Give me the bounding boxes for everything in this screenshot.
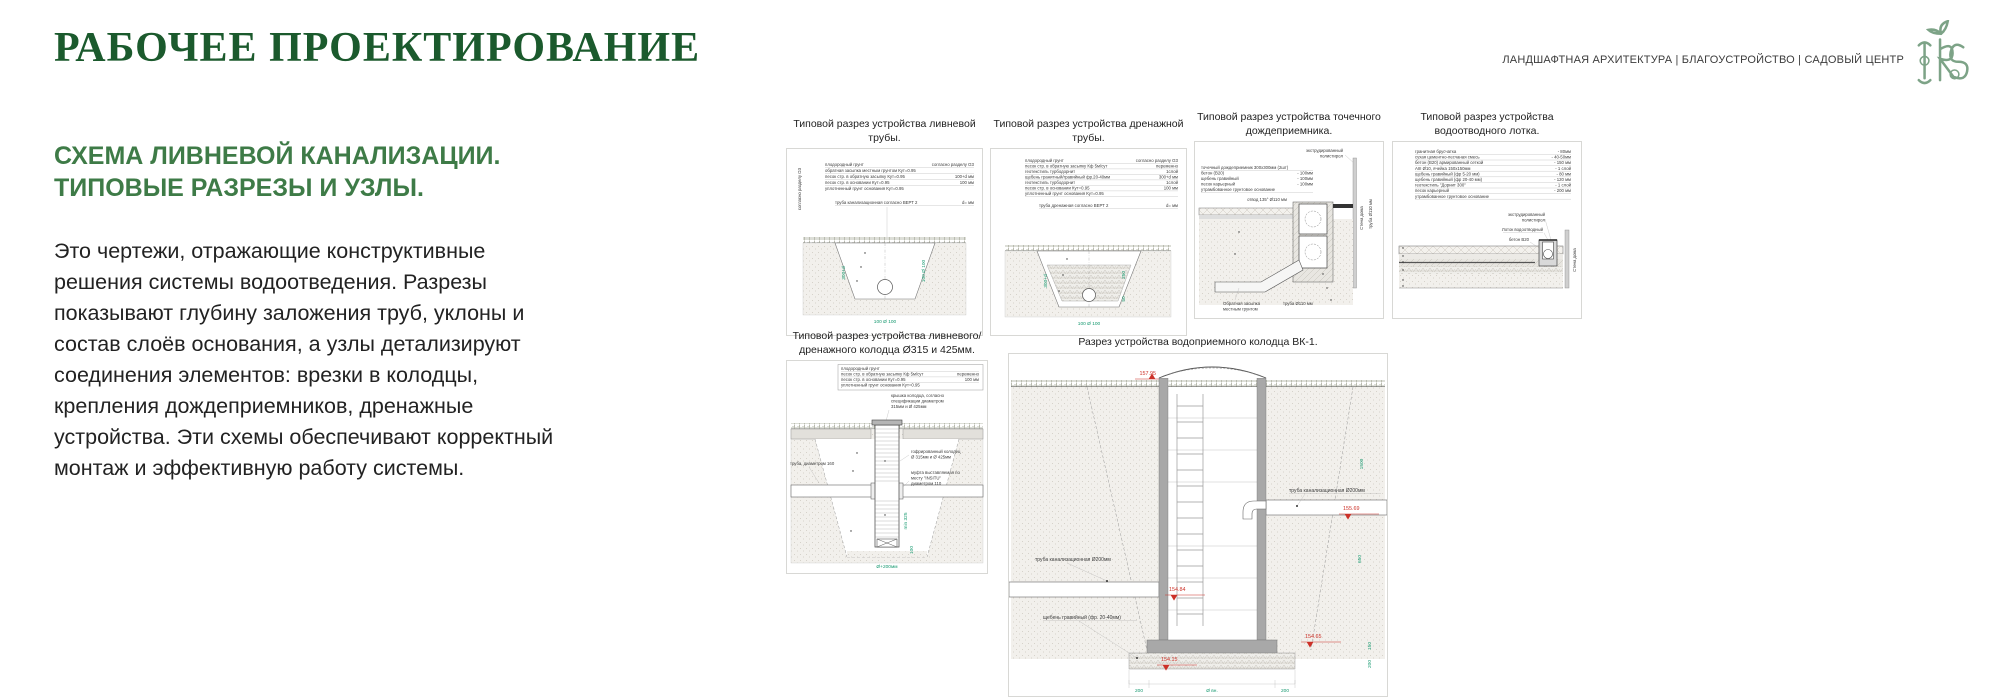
grass-strip	[803, 237, 966, 243]
dim-200: 200	[1368, 659, 1373, 668]
section-subtitle: СХЕМА ЛИВНЕВОЙ КАНАЛИЗАЦИИ. ТИПОВЫЕ РАЗРЕЗЫ И УЗЛЫ.	[54, 142, 501, 202]
well-section-drawing	[787, 361, 987, 573]
dim-min: min 325	[904, 512, 909, 530]
drawing-frame	[1008, 353, 1388, 697]
dim-bottom-mid: Ø вн.	[1206, 688, 1218, 694]
side-label: согласно разделу ОЗ	[797, 168, 802, 211]
tray-label: Лоток водоотводный	[1501, 227, 1543, 233]
spec-value: согласно разделу ОЗ	[931, 162, 974, 168]
spec-label: песок стр. в обратную засыпку Кф 5м/сут	[841, 371, 924, 377]
spec-value: 100 мм	[1163, 185, 1178, 191]
spec-table	[1415, 149, 1572, 199]
spec-label: песок карьерный	[1201, 181, 1236, 187]
surface-slab-right	[903, 429, 983, 439]
spec-table	[1025, 158, 1179, 208]
coupling-label: муфта выставляемая по	[911, 470, 960, 476]
spec-label: уплотненный грунт основания Кут=0.95	[1025, 191, 1104, 197]
spec-label: песок стр. в основании Кут=0.95	[825, 180, 890, 186]
drain-pipe-section-drawing	[991, 149, 1186, 335]
spec-label: щебень гравийный (фр 20-40 мм)	[1415, 177, 1482, 183]
panel-drain-pipe	[990, 118, 1187, 336]
bottom-dim-line	[1129, 670, 1295, 688]
sand-bed	[847, 551, 927, 557]
dim-base: 100	[910, 546, 915, 555]
spec-value: 100 мм	[964, 377, 979, 383]
cover-label: спецификации диаметром	[891, 398, 944, 404]
spec-label: песок стр. в обратную засыпку Кут=0.95	[825, 174, 905, 180]
spec-value: согласно разделу ОЗ	[1135, 158, 1178, 164]
shaft-wall-left	[1159, 378, 1168, 640]
spec-value: 100+d мм	[954, 174, 974, 180]
spec-label: труба дренажная согласно ВЕРТ 2	[1039, 203, 1109, 209]
corrugated-shaft	[875, 425, 899, 547]
dim-bottom-left: 200	[1134, 688, 1144, 694]
spec-label: уплотненный грунт основания Кут=0.95	[825, 186, 904, 192]
elbow-note: отвод 135° Ø110 мм	[1247, 197, 1287, 203]
dim-bottom: 100 Ø 100	[1077, 322, 1101, 328]
wall-label: Стена дома	[1572, 248, 1577, 273]
dim-right-top: 250	[1122, 271, 1127, 280]
panel-vk1	[1008, 336, 1388, 697]
spec-value: - 80 мм	[1556, 171, 1571, 177]
spec-label: щебень гравийный (фр 5-20 мм)	[1415, 171, 1480, 177]
dim-1500: 1500	[1360, 458, 1365, 469]
pipe-left	[791, 485, 875, 497]
spec-label: песок стр. в обратную засыпку Кф 5м/сут	[1025, 163, 1108, 169]
spec-label: сухая цементно-песчаная смесь	[1415, 154, 1480, 160]
spec-value: - 1 слой	[1555, 166, 1571, 172]
inlet-box-upper	[1299, 204, 1327, 234]
channel-section-drawing	[1393, 142, 1581, 318]
vk1-section-drawing	[1009, 354, 1387, 696]
spec-value: 100 мм	[959, 180, 974, 186]
shaft-label: гофрированный колодец	[911, 449, 961, 455]
gravel-label: щебень гравийный (фр. 20-40мм)	[1043, 614, 1121, 621]
dim-right-bottom: 50	[1122, 296, 1127, 302]
backfill-label: местным грунтом	[1223, 306, 1258, 312]
bedding-layer	[1399, 254, 1563, 259]
pipe-label: труба, диаметром 160	[790, 461, 835, 467]
drawing-frame	[990, 148, 1187, 336]
polystyrene-label: полистирол	[1319, 153, 1343, 159]
spec-label: утрамбованное грунтовое основание	[1415, 194, 1490, 200]
spec-label: обратная засыпка местным грунтом Кут=0.95	[825, 168, 916, 174]
spec-table	[838, 365, 983, 391]
spec-value: - 100мм	[1297, 176, 1313, 182]
drawing-title: Типовой разрез устройства дренажной трубы.	[993, 118, 1184, 144]
paving-layer	[1199, 208, 1295, 215]
spec-label: труба канализационная согласно ВЕРТ 2	[835, 200, 918, 206]
inlet-box-lower	[1299, 236, 1327, 268]
spec-value: - 150 мм	[1554, 160, 1571, 166]
dim-depth: 300+d	[842, 266, 847, 281]
pipe-left	[1009, 582, 1159, 597]
spec-label: бетон (В20)	[1201, 170, 1225, 176]
spec-value: 1слой	[1166, 180, 1178, 186]
drawing-title: Типовой разрез устройства ливневой трубы.	[793, 118, 976, 144]
spec-label: гранитная брусчатка	[1415, 149, 1457, 155]
spec-value: - 40-50мм	[1551, 154, 1571, 160]
spec-value: - 100мм	[1297, 181, 1313, 187]
drawing-frame	[786, 148, 983, 336]
drawing-title: Разрез устройства водоприемного колодца ВК-1.	[1078, 336, 1318, 348]
spec-label: песок стр. в основании Кут=0.95	[1025, 185, 1090, 191]
grass-strip	[1005, 245, 1171, 251]
wall-label: Стена дома	[1359, 206, 1364, 231]
elevation-top: 157.95	[1139, 370, 1156, 377]
house-wall	[1565, 230, 1569, 288]
spec-label: песок карьерный	[1415, 188, 1450, 194]
house-wall	[1353, 158, 1357, 288]
spec-label: уплотненный грунт основания Кут=0.95	[841, 382, 920, 388]
spec-label: геотекстиль турбодорнит	[1025, 180, 1076, 186]
pipe-circle	[878, 280, 893, 295]
brand-monogram-logo	[1912, 20, 1970, 90]
dim-bottom-right: 200	[1280, 688, 1290, 694]
layered-section	[1399, 230, 1569, 288]
panel-rain-inlet	[1194, 111, 1384, 319]
well-cover	[872, 420, 902, 425]
spec-label: утрамбованное грунтовое основание	[1201, 187, 1276, 193]
spec-value: 300+d мм	[1158, 174, 1178, 180]
drawing-title: Типовой разрез устройства точечного дождеприемника.	[1197, 111, 1381, 137]
spec-table	[1201, 165, 1313, 192]
rain-inlet-node-drawing	[1195, 142, 1383, 318]
pipe-left-label: труба канализационная Ø200мм	[1035, 556, 1111, 563]
spec-label: АIII Ø10, ячейка 150х150мм	[1415, 166, 1471, 172]
spec-value: 1слой	[1166, 169, 1178, 175]
drawing-frame	[786, 360, 988, 574]
elevation-bottom: 154.15	[1161, 656, 1178, 663]
cover-label: крышка колодца, согласно	[891, 393, 945, 399]
spec-value: d= мм	[1165, 203, 1178, 209]
spec-value: переменно	[957, 371, 979, 377]
dim-150: 150	[1368, 641, 1373, 650]
spec-value: d= мм	[961, 200, 974, 206]
spec-label: щебень гранитный/гравийный фр.20-40мм	[1025, 174, 1111, 180]
surface-slab-left	[791, 429, 871, 439]
spec-label: точечный дождеприемник 300х300мм (2шт)	[1201, 165, 1289, 171]
gravel-layer	[1399, 266, 1563, 274]
shaft-label: Ø 315мм и Ø 425мм	[911, 454, 952, 460]
spec-label: бетон (В20) армированный сеткой	[1415, 160, 1484, 166]
spec-label: щебень гравийный	[1201, 176, 1239, 182]
polystyrene-label: полистирол	[1521, 217, 1545, 223]
spec-value: - 80мм	[1557, 149, 1571, 155]
gravel-bed	[1129, 653, 1295, 669]
polystyrene-label: экструдированный	[1507, 212, 1545, 218]
spec-value: - 100мм	[1297, 170, 1313, 176]
drawing-title: Типовой разрез устройства водоотводного лотка.	[1420, 111, 1554, 137]
spec-value: - 1 слой	[1555, 182, 1571, 188]
bedding-layer	[1199, 215, 1295, 219]
sand-layer	[1399, 274, 1563, 288]
cover-label: 315мм и Ø 425мм	[891, 404, 927, 410]
dim-right: 100 Ø 100	[922, 260, 927, 283]
seal-strip	[1333, 204, 1353, 208]
dim-bottom: 100 Ø 100	[873, 320, 897, 326]
dim-bottom: Ø+200мм	[876, 565, 898, 571]
elevation-pipe-right: 155.69	[1343, 505, 1360, 512]
concrete-label: бетон В20	[1508, 237, 1529, 243]
pipe-right	[1266, 500, 1387, 515]
brand-tagline: ЛАНДШАФТНАЯ АРХИТЕКТУРА | БЛАГОУСТРОЙСТВО | САДОВЫЙ ЦЕНТР	[1502, 54, 1904, 66]
spec-label: геотекстиль турбодорнит	[1025, 169, 1076, 175]
storm-pipe-section-drawing	[787, 149, 982, 335]
trench-section	[1005, 245, 1171, 317]
backfill-label: Обратная засыпка	[1223, 301, 1261, 307]
elevation-pipe-left: 154.84	[1169, 586, 1186, 593]
spec-label: плодородный грунт	[825, 162, 864, 168]
bottom-pipe-label: труба Ø110 мм	[1283, 301, 1313, 307]
well-section	[791, 420, 983, 563]
monogram-strokes	[1919, 21, 1968, 83]
page-title: РАБОЧЕЕ ПРОЕКТИРОВАНИЕ	[54, 25, 701, 71]
dim-650: 650	[1358, 554, 1363, 563]
spec-label: геотекстиль "Дорнит 300"	[1415, 182, 1466, 188]
base-slab	[1147, 640, 1277, 653]
spec-value: - 200 мм	[1554, 188, 1571, 194]
pipe-circle	[1083, 289, 1096, 302]
panel-storm-pipe	[786, 118, 983, 336]
grass-strip	[1011, 380, 1385, 387]
leader-line	[886, 410, 889, 421]
spec-label: плодородный грунт	[841, 366, 880, 372]
body-paragraph: Это чертежи, отражающие конструктивные решения системы водоотведения. Разрезы показывают глубину заложения труб, уклоны и состав слоёв основания, а узлы детализируют соединения элементов: врезки в колодцы, крепления дождеприемников, дренажные устройства. Эти схемы обеспечивают корректный монтаж и эффективную работу системы.	[54, 239, 554, 480]
drawing-frame	[1194, 141, 1384, 319]
polystyrene-label: экструдированный	[1305, 148, 1343, 154]
pipe-right-label: труба канализационная Ø200мм	[1289, 487, 1365, 494]
dim-depth: 300+d	[1044, 274, 1049, 289]
spec-value: переменно	[1156, 163, 1178, 169]
drawing-frame	[1392, 141, 1582, 319]
spec-table	[825, 162, 974, 205]
spec-label: плодородный грунт	[1025, 158, 1064, 164]
panel-well	[786, 330, 988, 574]
pipe-label: труба Ø110 мм	[1368, 199, 1373, 230]
spec-label: песок стр. в основании Кут=0.95	[841, 377, 906, 383]
pipe-right	[899, 485, 983, 497]
coupling-label: месту "INSITU"	[911, 475, 941, 481]
trench-section	[803, 237, 966, 315]
panel-channel	[1392, 111, 1582, 319]
spec-value: - 120 мм	[1554, 177, 1571, 183]
elevation-base-right: 154.65	[1305, 633, 1322, 640]
paver-layer	[1399, 246, 1563, 254]
drawing-title: Типовой разрез устройства ливневого/дренажного колодца Ø315 и 425мм.	[792, 330, 982, 356]
coupling-label: диаметром 110	[911, 481, 942, 487]
